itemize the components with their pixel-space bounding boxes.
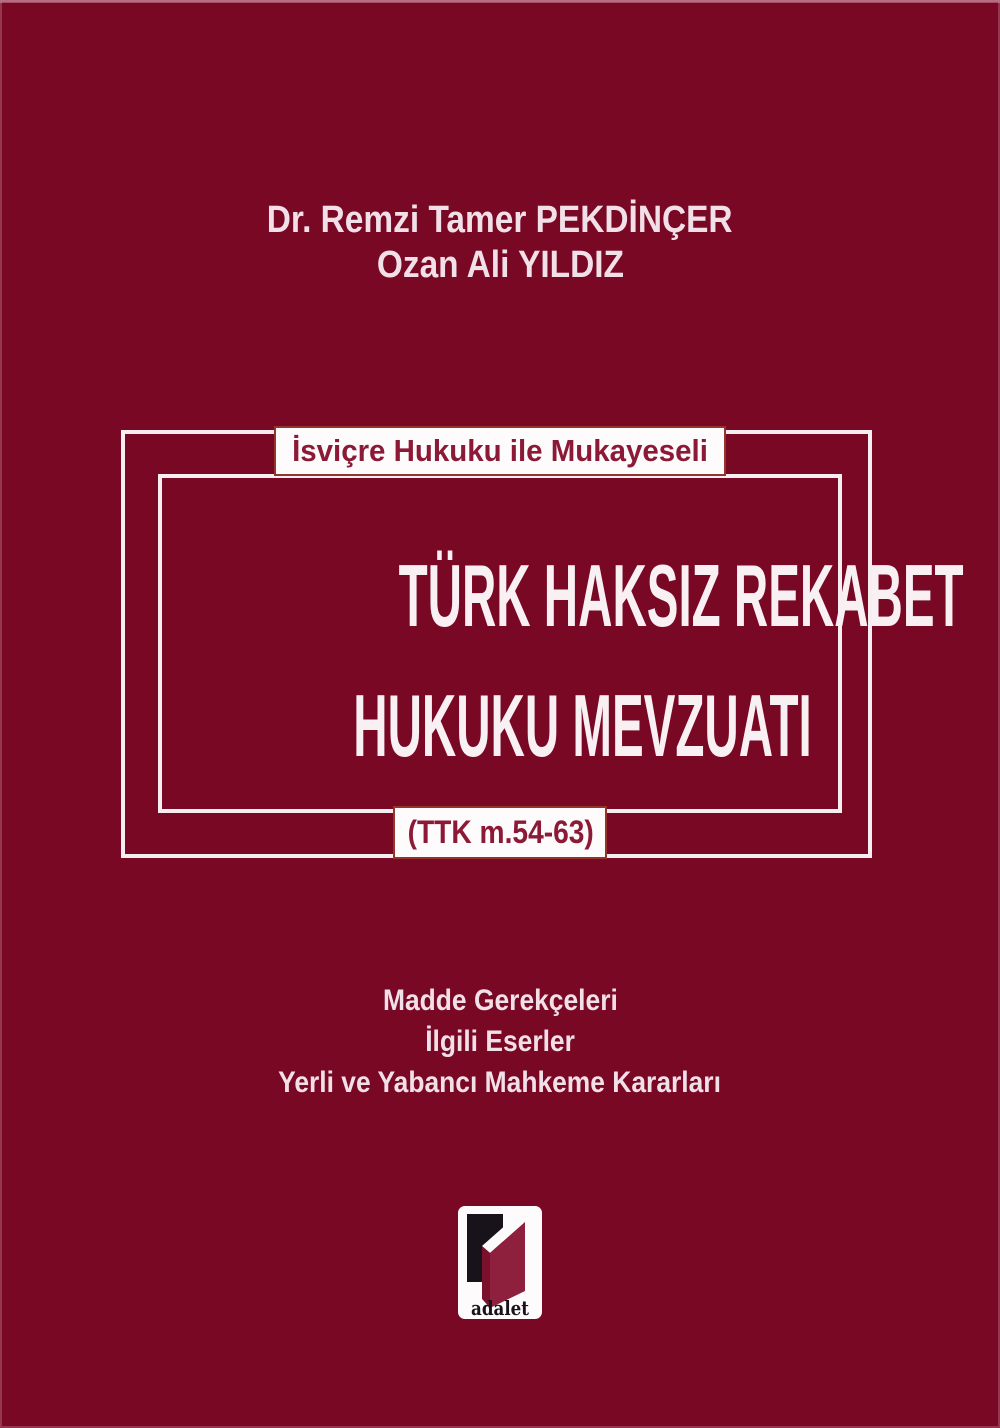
feature-line-3: Yerli ve Yabancı Mahkeme Kararları — [278, 1066, 722, 1099]
author-line-2: Ozan Ali YILDIZ — [376, 244, 624, 286]
publisher-name: adalet — [471, 1296, 530, 1319]
feature-line-2: İlgili Eserler — [425, 1025, 575, 1058]
book-icon — [458, 1206, 542, 1319]
subtitle-label: (TTK m.54-63) — [393, 806, 607, 859]
title-line-1: TÜRK HAKSIZ REKABET — [398, 546, 964, 645]
feature-list — [0, 980, 1000, 1103]
series-label: İsviçre Hukuku ile Mukayeseli — [274, 426, 726, 476]
author-line-1: Dr. Remzi Tamer PEKDİNÇER — [267, 199, 733, 241]
feature-line-1: Madde Gerekçeleri — [382, 984, 618, 1017]
title-line-2: HUKUKU MEVZUATI — [353, 676, 812, 775]
publisher-logo — [458, 1206, 542, 1319]
author-block — [0, 198, 1000, 288]
page-title — [158, 531, 964, 791]
